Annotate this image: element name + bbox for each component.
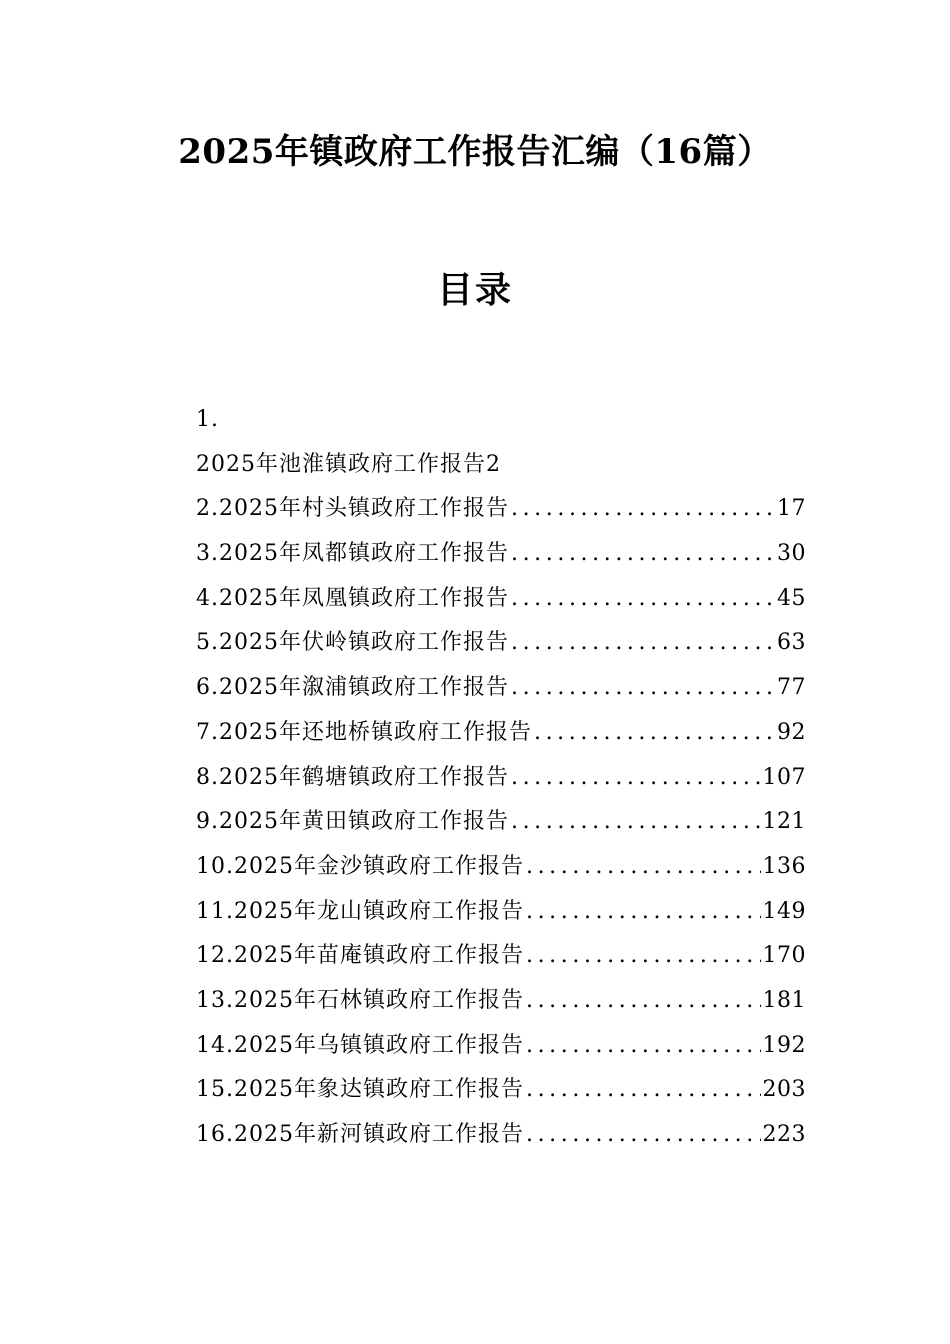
toc-entry[interactable] bbox=[196, 756, 806, 801]
toc-entry-text: 9.2025年黄田镇政府工作报告 bbox=[196, 809, 509, 835]
toc-leader-dots bbox=[511, 577, 775, 622]
toc-leader-dots bbox=[526, 934, 761, 979]
toc-entry-page: 223 bbox=[762, 1122, 806, 1147]
toc-entry-text: 8.2025年鹤塘镇政府工作报告 bbox=[196, 764, 509, 790]
toc-leader-dots bbox=[526, 1068, 761, 1113]
toc-leader-dots bbox=[526, 845, 761, 890]
toc-entry[interactable] bbox=[196, 487, 806, 532]
toc-entry[interactable] bbox=[196, 666, 806, 711]
toc-entry-page: 121 bbox=[762, 809, 806, 835]
toc-entry-text: 10.2025年金沙镇政府工作报告 bbox=[196, 853, 524, 879]
toc-leader-dots bbox=[511, 487, 775, 532]
toc-leader-dots bbox=[511, 666, 775, 711]
toc-entry[interactable] bbox=[196, 845, 806, 890]
toc-leader-dots bbox=[526, 1113, 761, 1158]
toc-entry[interactable] bbox=[196, 621, 806, 666]
toc-leader-dots bbox=[511, 800, 761, 845]
toc-entry-page: 107 bbox=[762, 764, 806, 790]
toc-entry[interactable] bbox=[196, 979, 806, 1024]
toc-leader-dots bbox=[511, 756, 761, 801]
toc-entry-text: 7.2025年还地桥镇政府工作报告 bbox=[196, 719, 532, 745]
toc-entry-page: 30 bbox=[777, 541, 806, 567]
toc-entry-text: 2.2025年村头镇政府工作报告 bbox=[196, 496, 509, 522]
toc-entry-text: 6.2025年溆浦镇政府工作报告 bbox=[196, 675, 509, 701]
toc-entry-text: 12.2025年苗庵镇政府工作报告 bbox=[196, 943, 524, 969]
toc-leader-dots bbox=[526, 1024, 761, 1069]
toc-entry-text: 13.2025年石林镇政府工作报告 bbox=[196, 987, 524, 1013]
toc-entry-text: 4.2025年凤凰镇政府工作报告 bbox=[196, 585, 509, 611]
toc-entry-page: 63 bbox=[777, 630, 806, 656]
toc-entry[interactable] bbox=[196, 1068, 806, 1113]
document-title: 2025年镇政府工作报告汇编（16篇） bbox=[178, 132, 772, 172]
toc-entry[interactable] bbox=[196, 1024, 806, 1069]
toc-entry-text: 2025年池淮镇政府工作报告 bbox=[196, 451, 486, 477]
toc-entry-page: 77 bbox=[777, 675, 806, 701]
toc-heading: 目录 bbox=[436, 269, 513, 311]
toc-leader-dots bbox=[511, 532, 775, 577]
toc-entry[interactable] bbox=[196, 1113, 806, 1158]
toc-entry-page: 2 bbox=[486, 451, 501, 477]
table-of-contents bbox=[196, 398, 806, 1158]
toc-leader-dots bbox=[526, 890, 761, 935]
toc-entry-page: 17 bbox=[777, 496, 806, 522]
toc-entry-page: 192 bbox=[762, 1032, 806, 1058]
toc-entry-page: 45 bbox=[777, 585, 806, 611]
toc-leader-dots bbox=[526, 979, 761, 1024]
toc-entry-text: 16.2025年新河镇政府工作报告 bbox=[196, 1122, 524, 1147]
toc-entry-page: 136 bbox=[762, 853, 806, 879]
toc-first-entry[interactable] bbox=[196, 443, 806, 488]
toc-entry-text: 11.2025年龙山镇政府工作报告 bbox=[196, 898, 524, 924]
toc-leader-dots bbox=[511, 621, 775, 666]
toc-entry[interactable] bbox=[196, 800, 806, 845]
toc-entry-page: 203 bbox=[762, 1077, 806, 1103]
toc-entry-text: 15.2025年象达镇政府工作报告 bbox=[196, 1077, 524, 1103]
toc-entry[interactable] bbox=[196, 577, 806, 622]
toc-first-entry-number[interactable]: 1. bbox=[196, 407, 219, 432]
toc-entry-page: 149 bbox=[762, 898, 806, 924]
toc-entry-page: 170 bbox=[762, 943, 806, 969]
toc-entry[interactable] bbox=[196, 532, 806, 577]
toc-entry-text: 5.2025年伏岭镇政府工作报告 bbox=[196, 630, 509, 656]
toc-entry[interactable] bbox=[196, 890, 806, 935]
toc-leader-dots bbox=[534, 711, 775, 756]
toc-entry-page: 181 bbox=[762, 987, 806, 1013]
toc-entry-text: 3.2025年凤都镇政府工作报告 bbox=[196, 541, 509, 567]
toc-entry[interactable] bbox=[196, 934, 806, 979]
toc-entry-text: 14.2025年乌镇镇政府工作报告 bbox=[196, 1032, 524, 1058]
toc-entry[interactable] bbox=[196, 711, 806, 756]
toc-entry-page: 92 bbox=[777, 719, 806, 745]
